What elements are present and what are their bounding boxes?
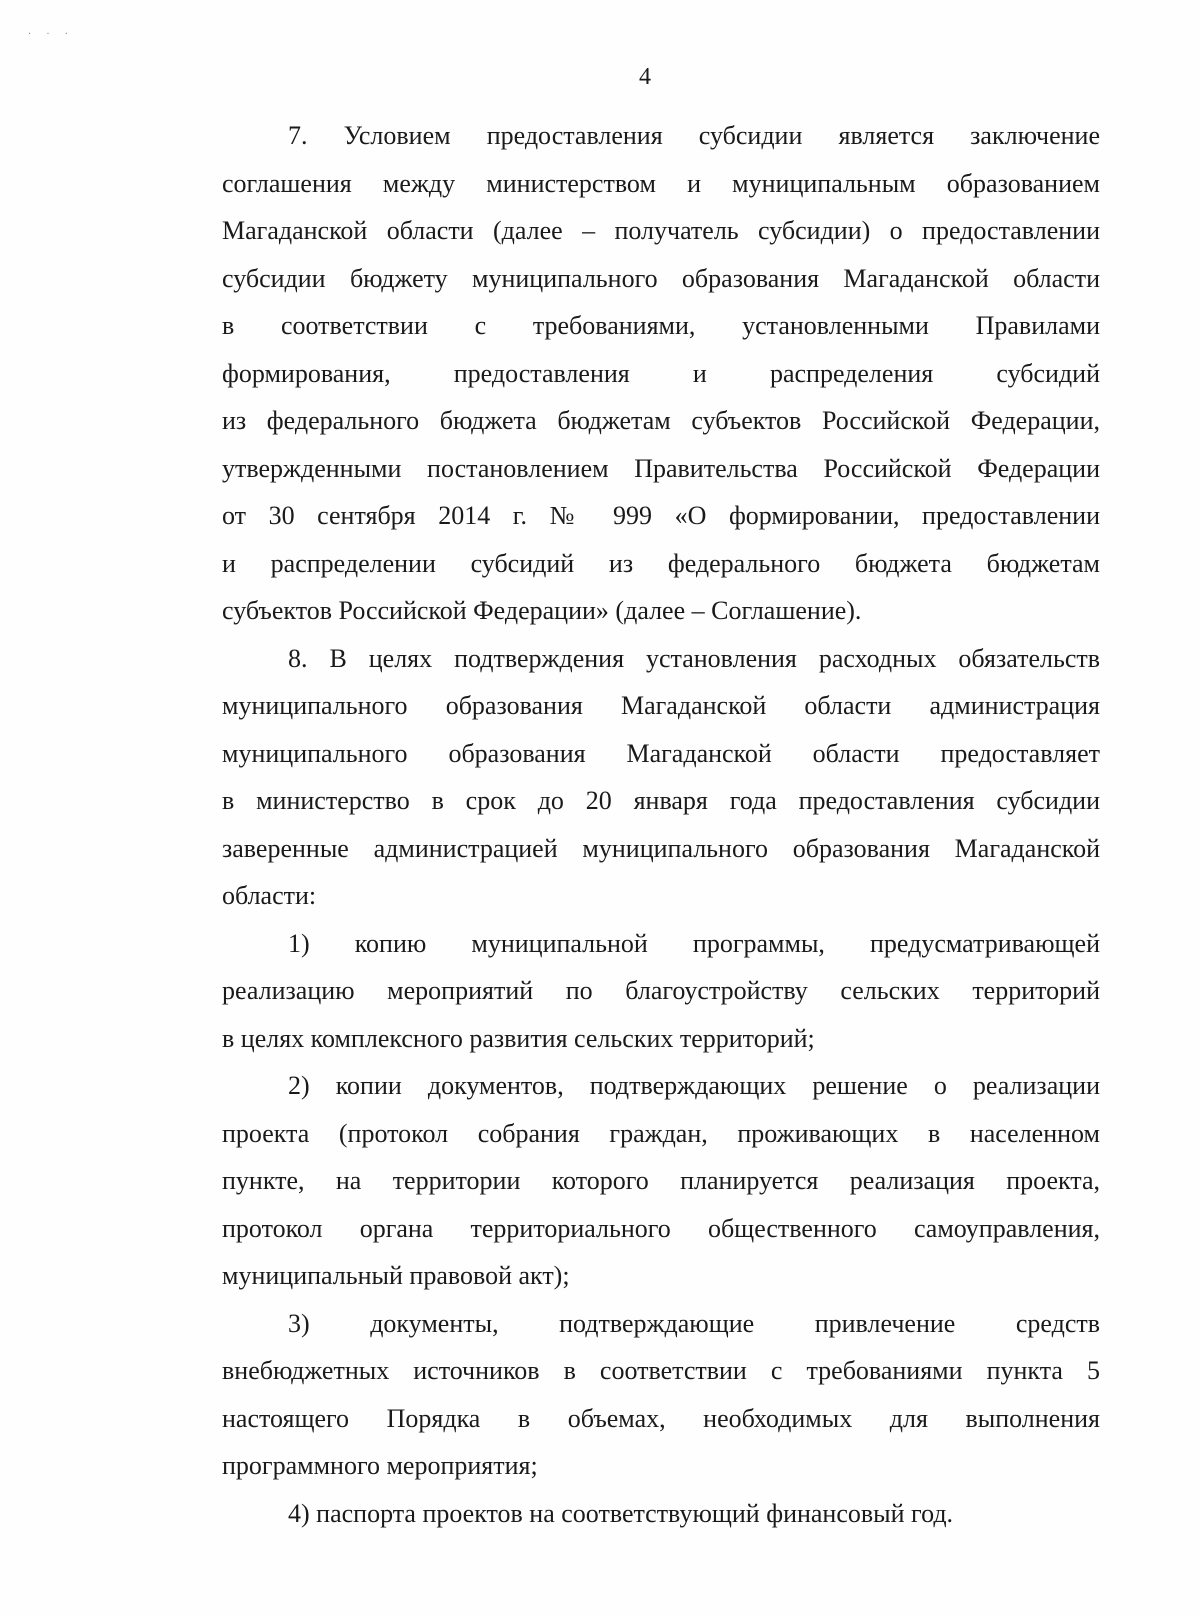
text-line: соглашения между министерством и муниципальным образованием: [222, 168, 1100, 198]
text-line: и распределении субсидий из федерального бюджета бюджетам: [222, 548, 1100, 578]
text-line: субсидии бюджету муниципального образования Магаданской области: [222, 263, 1100, 293]
scan-artifact: · · ·: [28, 29, 74, 40]
text-line: внебюджетных источников в соответствии с требованиями пункта 5: [222, 1356, 1100, 1385]
text-line: 7. Условием предоставления субсидии является заключение: [288, 121, 1100, 150]
text-line: проекта (протокол собрания граждан, проживающих в населенном: [222, 1118, 1100, 1148]
text-line: в соответствии с требованиями, установленными Правилами: [222, 311, 1100, 340]
list-item-2: [222, 1062, 1100, 1300]
text-line: муниципального образования Магаданской области предоставляет: [222, 738, 1100, 768]
text-line: муниципальный правовой акт);: [222, 1261, 570, 1290]
text-line: 4) паспорта проектов на соответствующий финансовый год.: [288, 1498, 954, 1528]
text-line: в министерство в срок до 20 января года предоставления субсидии: [222, 786, 1100, 815]
text-line: из федерального бюджета бюджетам субъектов Российской Федерации,: [222, 406, 1100, 435]
text-line: протокол органа территориального общественного самоуправления,: [222, 1213, 1100, 1243]
text-line: Магаданской области (далее – получатель субсидии) о предоставлении: [222, 216, 1100, 245]
text-line: 1) копию муниципальной программы, предусматривающей: [288, 928, 1100, 958]
text-line: формирования, предоставления и распределения субсидий: [222, 358, 1100, 388]
text-line: настоящего Порядка в объемах, необходимых для выполнения: [222, 1403, 1100, 1433]
text-line: заверенные администрацией муниципального образования Магаданской: [222, 833, 1100, 863]
text-line: 3) документы, подтверждающие привлечение средств: [288, 1308, 1100, 1338]
text-line: в целях комплексного развития сельских территорий;: [222, 1023, 815, 1053]
text-line: муниципального образования Магаданской области администрация: [222, 691, 1100, 720]
page-number: 4: [639, 64, 651, 90]
document-body: [222, 112, 1100, 1537]
text-line: реализацию мероприятий по благоустройству сельских территорий: [222, 976, 1100, 1005]
text-line: субъектов Российской Федерации» (далее – Соглашение).: [222, 596, 862, 625]
text-line: 2) копии документов, подтверждающих решение о реализации: [288, 1071, 1100, 1100]
list-item-4: [222, 1490, 1100, 1538]
text-line: утвержденными постановлением Правительства Российской Федерации: [222, 453, 1100, 483]
text-line: 8. В целях подтверждения установления расходных обязательств: [288, 643, 1100, 673]
text-line: от 30 сентября 2014 г. № 999 «О формировании, предоставлении: [222, 501, 1100, 530]
text-line: области:: [222, 881, 317, 910]
paragraph-7: [222, 112, 1100, 635]
list-item-3: [222, 1300, 1100, 1490]
text-line: программного мероприятия;: [222, 1451, 538, 1480]
paragraph-8: [222, 635, 1100, 920]
list-item-1: [222, 920, 1100, 1063]
text-line: пункте, на территории которого планируется реализация проекта,: [222, 1166, 1100, 1195]
